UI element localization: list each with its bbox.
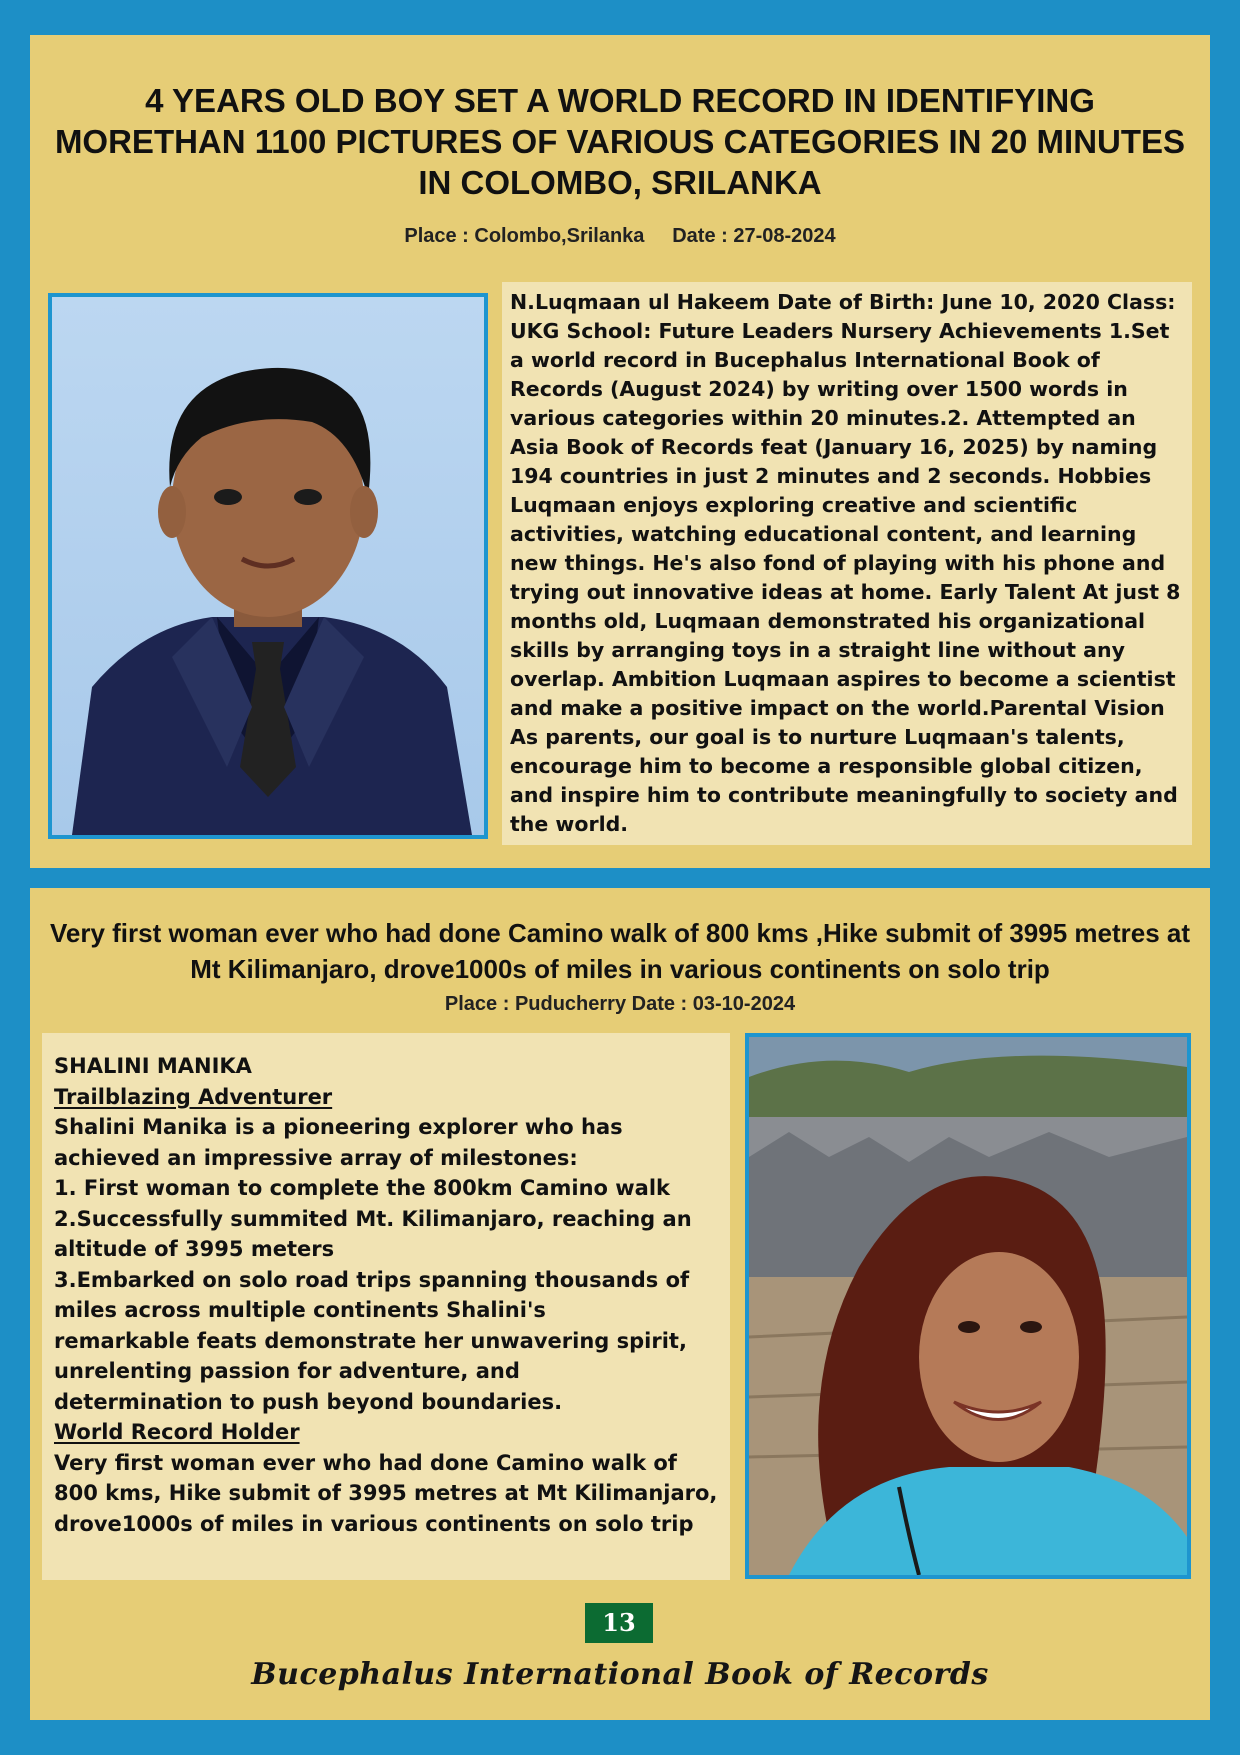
record2-line: altitude of 3995 meters: [54, 1237, 335, 1261]
record2-place-date: Place : Puducherry Date : 03-10-2024: [444, 993, 796, 1015]
record2-line: achieved an impressive array of milestones:: [54, 1145, 578, 1170]
page-sheet: [30, 35, 1210, 1720]
record1-title: 4 YEARS OLD BOY SET A WORLD RECORD IN IDENTIFYING MORETHAN 1100 PICTURES OF VARIOUS CATEGORIES IN 20 MINUTES IN COLOMBO, SRILANKA: [54, 82, 1186, 201]
record2-line: 3.Embarked on solo road trips spanning thousands of: [54, 1267, 690, 1292]
record2-line: 800 kms, Hike submit of 3995 metres at Mt Kilimanjaro,: [54, 1481, 718, 1505]
record2-photo: [745, 1033, 1191, 1579]
record2-line: unrelenting passion for adventure, and: [54, 1359, 520, 1383]
record2-line: drove1000s of miles in various continents on solo trip: [54, 1511, 694, 1536]
record2-title: Very first woman ever who had done Camino walk of 800 kms ,Hike submit of 3995 metres at Mt Kilimanjaro, drove1000s of miles in various continents on solo trip: [49, 918, 1191, 984]
section-divider: [30, 868, 1210, 888]
publication-footer: Bucephalus International Book of Records: [251, 1657, 989, 1692]
record1-place-date: Place : Colombo,Srilanka Date : 27-08-2024: [404, 225, 836, 247]
record2-heading-record-holder: World Record Holder: [54, 1420, 300, 1444]
record1-photo: [48, 293, 488, 839]
record2-line: determination to push beyond boundaries.: [54, 1389, 563, 1414]
record2-description: [42, 1033, 730, 1580]
record2-line: remarkable feats demonstrate her unwavering spirit,: [54, 1328, 687, 1353]
record1-description: N.Luqmaan ul Hakeem Date of Birth: June 10, 2020 Class: UKG School: Future Leaders Nursery Achievements 1.Set a world record in Bucephalus International Book of Records (August 2024) by writing over 1500 words in various categories within 20 minutes.2. Attempted an Asia Book of Records feat (January 16, 2025) by naming 194 countries in just 2 minutes and 2 seconds. Hobbies Luqmaan enjoys exploring creative and scientific activities, watching educational content, and learning new things. He's also fond of playing with his phone and trying out innovative ideas at home. Early Talent At just 8 months old, Luqmaan demonstrated his organizational skills by arranging toys in a straight line without any overlap. Ambition Luqmaan aspires to become a scientist and make a positive impact on the world.Parental Vision As parents, our goal is to nurture Luqmaan's talents, encourage him to become a responsible global citizen, and inspire him to contribute meaningfully to society and the world.: [502, 282, 1192, 845]
record2-line: miles across multiple continents Shalini's: [54, 1298, 546, 1322]
record2-line: 1. First woman to complete the 800km Camino walk: [54, 1176, 671, 1200]
record2-line: Shalini Manika is a pioneering explorer who has: [54, 1115, 623, 1139]
page-number: 13: [585, 1603, 653, 1643]
record2-line: Very first woman ever who had done Camino walk of: [54, 1450, 677, 1475]
record2-line: 2.Successfully summited Mt. Kilimanjaro, reaching an: [54, 1206, 692, 1231]
record2-holder-name: SHALINI MANIKA: [54, 1054, 252, 1078]
record2-heading-adventurer: Trailblazing Adventurer: [54, 1084, 333, 1109]
